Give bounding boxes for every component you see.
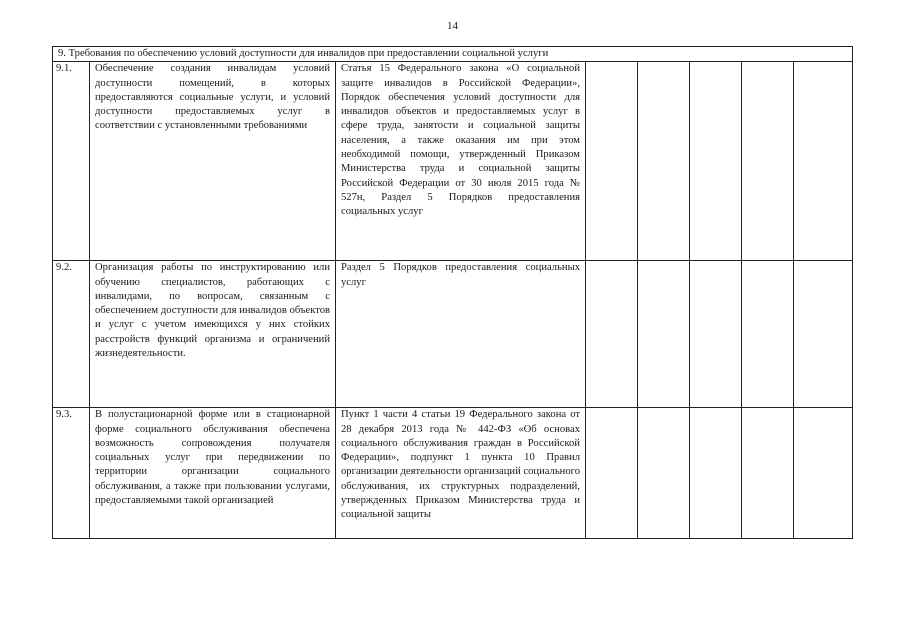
requirement-cell: Организация работы по инструктированию или обучению специалистов, работающих с инвалидами, по вопросам, связанным с обеспечением доступности для инвалидов объектов и услуг с учетом имеющихся у них стойких расстройств функций организма и ограничений жизнедеятельности. [90, 261, 336, 408]
empty-cell [638, 62, 690, 261]
row-number: 9.2. [53, 261, 90, 408]
empty-cell [586, 261, 638, 408]
empty-cell [638, 261, 690, 408]
empty-cell [794, 408, 853, 539]
empty-cell [638, 408, 690, 539]
empty-cell [742, 62, 794, 261]
legal-basis-cell: Раздел 5 Порядков предоставления социальных услуг [336, 261, 586, 408]
empty-cell [794, 261, 853, 408]
table-row [53, 261, 853, 408]
section-title: 9. Требования по обеспечению условий доступности для инвалидов при предоставлении социальной услуги [53, 47, 853, 62]
page-number: 14 [447, 20, 458, 32]
requirement-cell: В полустационарной форме или в стационарной форме социального обслуживания обеспечена возможность сопровождения получателя социальных услуг при передвижении по территории организации социального обслуживания, а также при пользовании услугами, предоставляемыми такой организацией [90, 408, 336, 539]
requirement-cell: Обеспечение создания инвалидам условий доступности помещений, в которых предоставляются социальные услуги, и условий доступности предоставляемых услуг в соответствии с установленными требованиями [90, 62, 336, 261]
table-row [53, 62, 853, 261]
empty-cell [690, 261, 742, 408]
empty-cell [742, 408, 794, 539]
table-row [53, 408, 853, 539]
empty-cell [586, 408, 638, 539]
empty-cell [586, 62, 638, 261]
legal-basis-cell: Пункт 1 части 4 статьи 19 Федерального закона от 28 декабря 2013 года № 442-ФЗ «Об основах социального обслуживания граждан в Российской Федерации», подпункт 1 пункта 10 Правил организации деятельности организаций социального обслуживания, их структурных подразделений, утвержденных Приказом Министерства труда и социальной защиты [336, 408, 586, 539]
empty-cell [690, 62, 742, 261]
legal-basis-cell: Статья 15 Федерального закона «О социальной защите инвалидов в Российской Федерации», Порядок обеспечения условий доступности для инвалидов объектов и предоставляемых услуг в сфере труда, занятости и социальной защиты населения, а также оказания им при этом необходимой помощи, утвержденный Приказом Министерства труда и социальной защиты Российской Федерации от 30 июля 2015 года № 527н, Раздел 5 Порядков предоставления социальных услуг [336, 62, 586, 261]
empty-cell [794, 62, 853, 261]
section-header-row [53, 47, 853, 62]
row-number: 9.1. [53, 62, 90, 261]
empty-cell [742, 261, 794, 408]
requirements-table [52, 46, 853, 539]
row-number: 9.3. [53, 408, 90, 539]
empty-cell [690, 408, 742, 539]
